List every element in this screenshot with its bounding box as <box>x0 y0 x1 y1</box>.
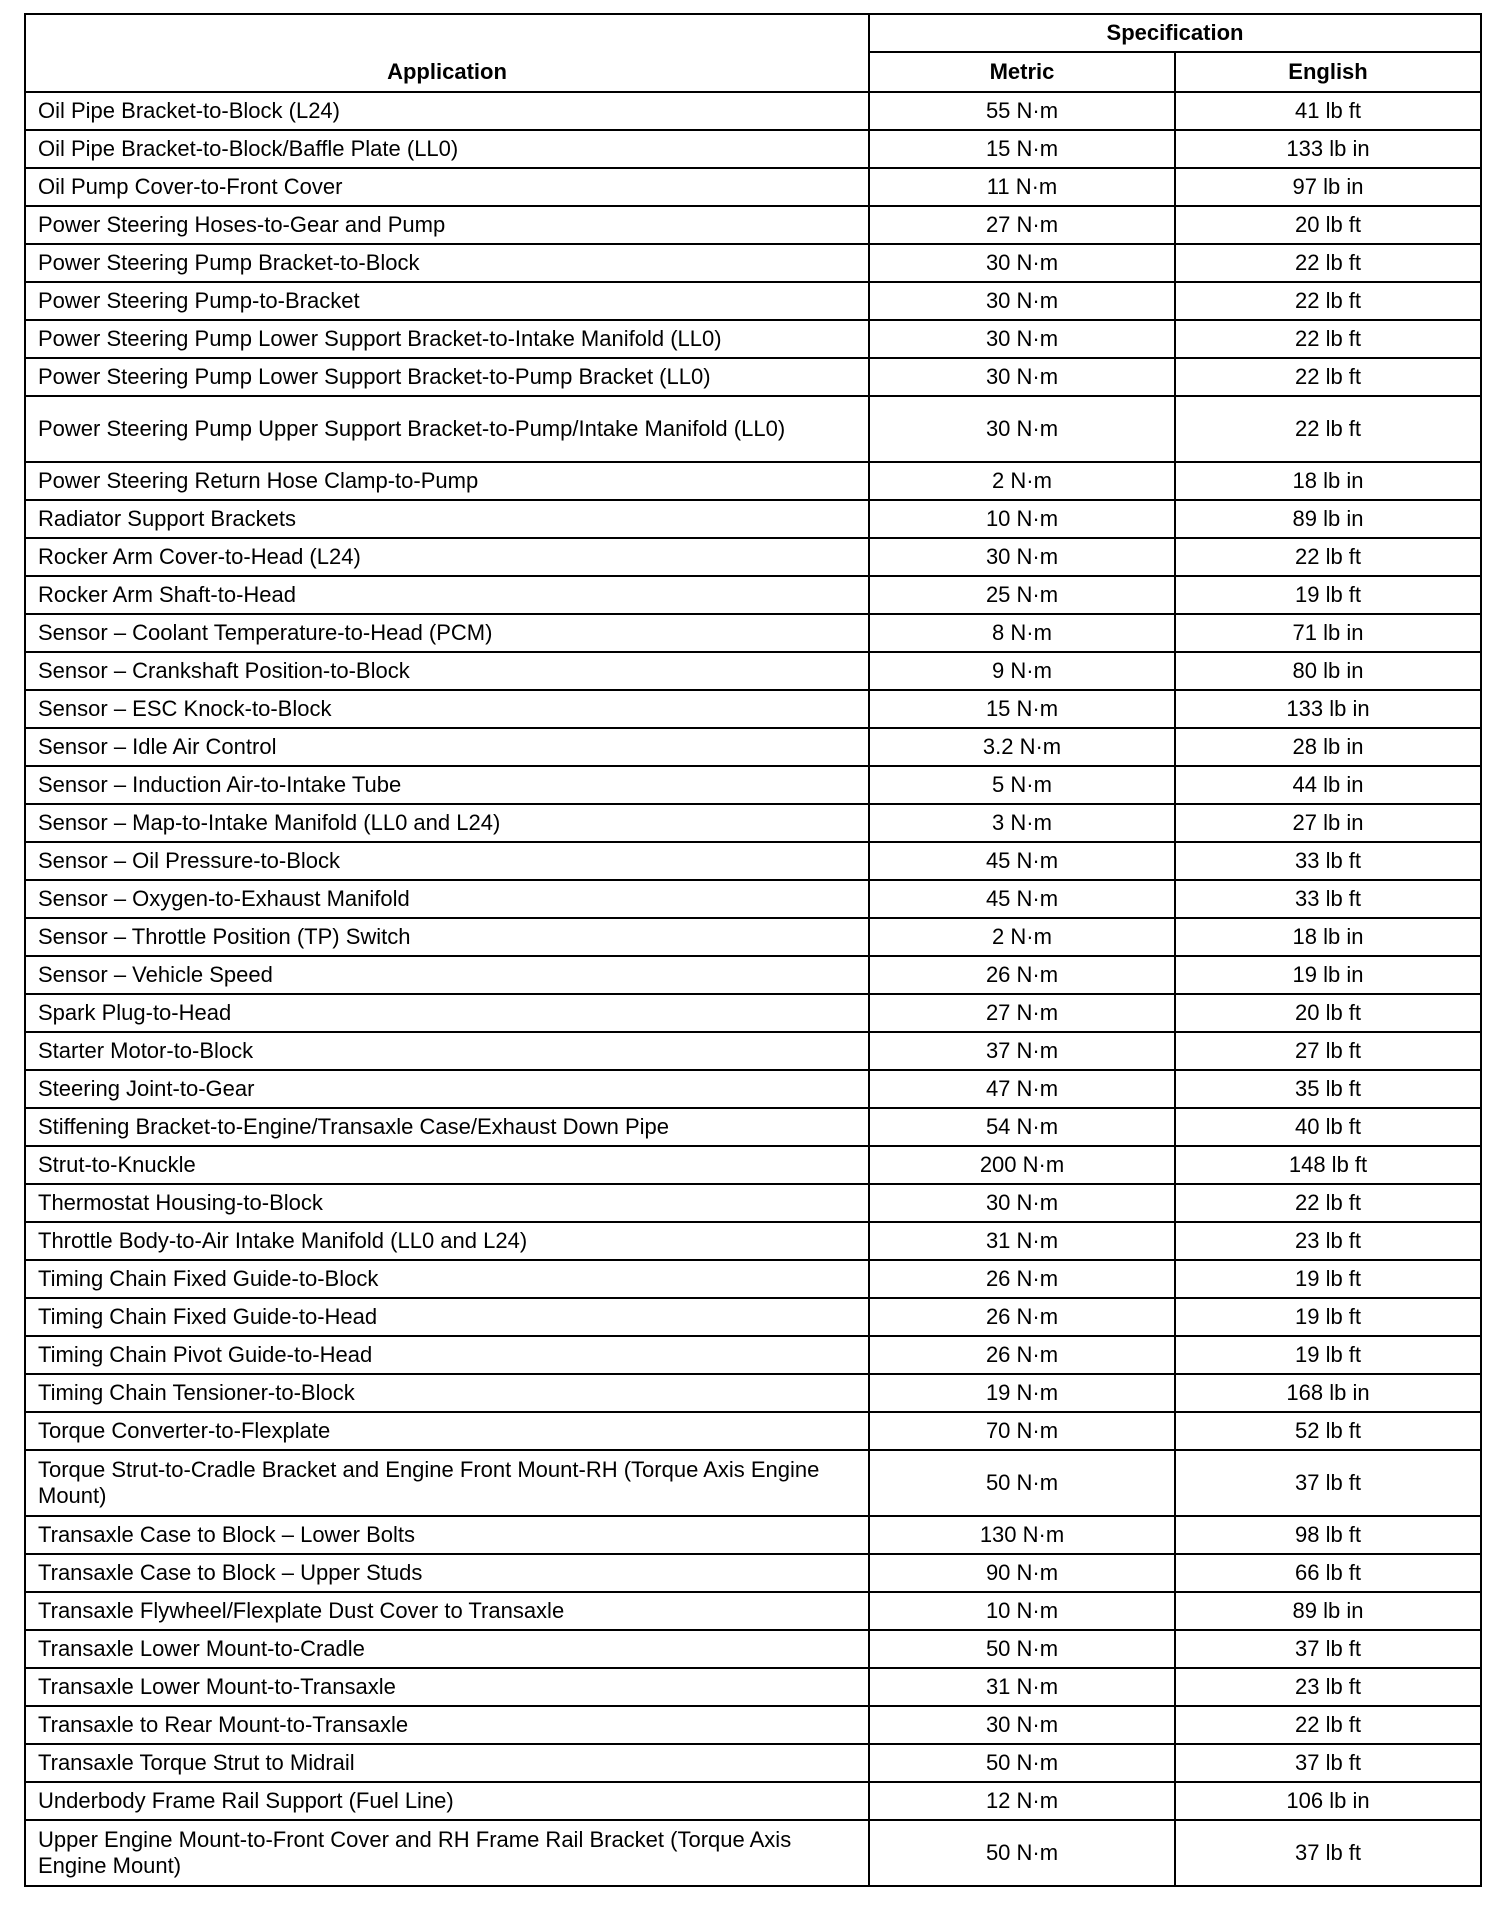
application-cell: Timing Chain Tensioner-to-Block <box>25 1374 869 1412</box>
table-row <box>25 956 1481 994</box>
english-cell: 52 lb ft <box>1175 1412 1481 1450</box>
header-application: Application <box>25 14 869 92</box>
english-cell: 27 lb in <box>1175 804 1481 842</box>
table-row <box>25 880 1481 918</box>
metric-cell: 15 N·m <box>869 690 1175 728</box>
english-cell: 98 lb ft <box>1175 1516 1481 1554</box>
torque-spec-table <box>24 13 1482 1887</box>
application-cell: Timing Chain Fixed Guide-to-Block <box>25 1260 869 1298</box>
application-cell: Oil Pump Cover-to-Front Cover <box>25 168 869 206</box>
metric-cell: 54 N·m <box>869 1108 1175 1146</box>
table-row <box>25 358 1481 396</box>
table-row <box>25 1592 1481 1630</box>
table-row <box>25 728 1481 766</box>
english-cell: 89 lb in <box>1175 500 1481 538</box>
application-cell: Stiffening Bracket-to-Engine/Transaxle Case/Exhaust Down Pipe <box>25 1108 869 1146</box>
table-row <box>25 1450 1481 1516</box>
application-cell: Power Steering Pump Lower Support Bracket-to-Pump Bracket (LL0) <box>25 358 869 396</box>
application-cell: Thermostat Housing-to-Block <box>25 1184 869 1222</box>
header-english: English <box>1175 52 1481 92</box>
metric-cell: 15 N·m <box>869 130 1175 168</box>
metric-cell: 50 N·m <box>869 1820 1175 1886</box>
metric-cell: 31 N·m <box>869 1222 1175 1260</box>
application-cell: Sensor – Throttle Position (TP) Switch <box>25 918 869 956</box>
english-cell: 19 lb ft <box>1175 1336 1481 1374</box>
metric-cell: 30 N·m <box>869 282 1175 320</box>
application-cell: Timing Chain Pivot Guide-to-Head <box>25 1336 869 1374</box>
table-row <box>25 1336 1481 1374</box>
english-cell: 35 lb ft <box>1175 1070 1481 1108</box>
metric-cell: 2 N·m <box>869 918 1175 956</box>
english-cell: 22 lb ft <box>1175 1184 1481 1222</box>
application-cell: Transaxle to Rear Mount-to-Transaxle <box>25 1706 869 1744</box>
table-row <box>25 462 1481 500</box>
english-cell: 23 lb ft <box>1175 1668 1481 1706</box>
metric-cell: 55 N·m <box>869 92 1175 130</box>
table-row <box>25 1260 1481 1298</box>
table-row <box>25 92 1481 130</box>
english-cell: 71 lb in <box>1175 614 1481 652</box>
metric-cell: 30 N·m <box>869 244 1175 282</box>
metric-cell: 200 N·m <box>869 1146 1175 1184</box>
application-cell: Steering Joint-to-Gear <box>25 1070 869 1108</box>
table-row <box>25 994 1481 1032</box>
application-cell: Sensor – Oxygen-to-Exhaust Manifold <box>25 880 869 918</box>
header-metric: Metric <box>869 52 1175 92</box>
metric-cell: 90 N·m <box>869 1554 1175 1592</box>
metric-cell: 5 N·m <box>869 766 1175 804</box>
table-row <box>25 804 1481 842</box>
english-cell: 22 lb ft <box>1175 282 1481 320</box>
metric-cell: 26 N·m <box>869 1260 1175 1298</box>
table-row <box>25 206 1481 244</box>
metric-cell: 3.2 N·m <box>869 728 1175 766</box>
metric-cell: 3 N·m <box>869 804 1175 842</box>
table-row <box>25 538 1481 576</box>
table-row <box>25 396 1481 462</box>
metric-cell: 45 N·m <box>869 880 1175 918</box>
table-row <box>25 282 1481 320</box>
table-row <box>25 168 1481 206</box>
application-cell: Sensor – ESC Knock-to-Block <box>25 690 869 728</box>
application-cell: Transaxle Case to Block – Lower Bolts <box>25 1516 869 1554</box>
english-cell: 37 lb ft <box>1175 1820 1481 1886</box>
application-cell: Sensor – Oil Pressure-to-Block <box>25 842 869 880</box>
table-row <box>25 1032 1481 1070</box>
english-cell: 33 lb ft <box>1175 880 1481 918</box>
metric-cell: 30 N·m <box>869 538 1175 576</box>
metric-cell: 50 N·m <box>869 1630 1175 1668</box>
english-cell: 37 lb ft <box>1175 1744 1481 1782</box>
metric-cell: 27 N·m <box>869 206 1175 244</box>
table-row <box>25 766 1481 804</box>
table-row <box>25 1630 1481 1668</box>
table-row <box>25 1668 1481 1706</box>
metric-cell: 70 N·m <box>869 1412 1175 1450</box>
table-row <box>25 842 1481 880</box>
table-row <box>25 1070 1481 1108</box>
english-cell: 41 lb ft <box>1175 92 1481 130</box>
english-cell: 23 lb ft <box>1175 1222 1481 1260</box>
application-cell: Underbody Frame Rail Support (Fuel Line) <box>25 1782 869 1820</box>
english-cell: 22 lb ft <box>1175 1706 1481 1744</box>
metric-cell: 30 N·m <box>869 1706 1175 1744</box>
english-cell: 22 lb ft <box>1175 538 1481 576</box>
metric-cell: 45 N·m <box>869 842 1175 880</box>
application-cell: Sensor – Map-to-Intake Manifold (LL0 and L24) <box>25 804 869 842</box>
application-cell: Throttle Body-to-Air Intake Manifold (LL0 and L24) <box>25 1222 869 1260</box>
english-cell: 66 lb ft <box>1175 1554 1481 1592</box>
metric-cell: 10 N·m <box>869 500 1175 538</box>
metric-cell: 130 N·m <box>869 1516 1175 1554</box>
english-cell: 37 lb ft <box>1175 1450 1481 1516</box>
english-cell: 133 lb in <box>1175 690 1481 728</box>
metric-cell: 10 N·m <box>869 1592 1175 1630</box>
metric-cell: 31 N·m <box>869 1668 1175 1706</box>
application-cell: Radiator Support Brackets <box>25 500 869 538</box>
english-cell: 44 lb in <box>1175 766 1481 804</box>
table-row <box>25 652 1481 690</box>
english-cell: 106 lb in <box>1175 1782 1481 1820</box>
application-cell: Oil Pipe Bracket-to-Block (L24) <box>25 92 869 130</box>
application-cell: Sensor – Induction Air-to-Intake Tube <box>25 766 869 804</box>
metric-cell: 26 N·m <box>869 1298 1175 1336</box>
english-cell: 18 lb in <box>1175 918 1481 956</box>
table-row <box>25 1744 1481 1782</box>
table-row <box>25 244 1481 282</box>
table-row <box>25 1412 1481 1450</box>
application-cell: Torque Converter-to-Flexplate <box>25 1412 869 1450</box>
english-cell: 22 lb ft <box>1175 358 1481 396</box>
table-row <box>25 1374 1481 1412</box>
table-row <box>25 1298 1481 1336</box>
application-cell: Spark Plug-to-Head <box>25 994 869 1032</box>
english-cell: 80 lb in <box>1175 652 1481 690</box>
metric-cell: 47 N·m <box>869 1070 1175 1108</box>
english-cell: 19 lb ft <box>1175 576 1481 614</box>
english-cell: 133 lb in <box>1175 130 1481 168</box>
application-cell: Rocker Arm Cover-to-Head (L24) <box>25 538 869 576</box>
metric-cell: 30 N·m <box>869 320 1175 358</box>
metric-cell: 12 N·m <box>869 1782 1175 1820</box>
table-row <box>25 1184 1481 1222</box>
english-cell: 22 lb ft <box>1175 396 1481 462</box>
english-cell: 20 lb ft <box>1175 206 1481 244</box>
table-row <box>25 1782 1481 1820</box>
metric-cell: 19 N·m <box>869 1374 1175 1412</box>
metric-cell: 26 N·m <box>869 1336 1175 1374</box>
english-cell: 19 lb ft <box>1175 1260 1481 1298</box>
english-cell: 148 lb ft <box>1175 1146 1481 1184</box>
application-cell: Transaxle Torque Strut to Midrail <box>25 1744 869 1782</box>
application-cell: Rocker Arm Shaft-to-Head <box>25 576 869 614</box>
application-cell: Strut-to-Knuckle <box>25 1146 869 1184</box>
table-row <box>25 1108 1481 1146</box>
application-cell: Sensor – Crankshaft Position-to-Block <box>25 652 869 690</box>
english-cell: 37 lb ft <box>1175 1630 1481 1668</box>
metric-cell: 50 N·m <box>869 1450 1175 1516</box>
application-cell: Oil Pipe Bracket-to-Block/Baffle Plate (LL0) <box>25 130 869 168</box>
english-cell: 168 lb in <box>1175 1374 1481 1412</box>
english-cell: 19 lb ft <box>1175 1298 1481 1336</box>
english-cell: 40 lb ft <box>1175 1108 1481 1146</box>
table-row <box>25 1820 1481 1886</box>
metric-cell: 8 N·m <box>869 614 1175 652</box>
english-cell: 22 lb ft <box>1175 244 1481 282</box>
metric-cell: 2 N·m <box>869 462 1175 500</box>
table-row <box>25 1222 1481 1260</box>
english-cell: 33 lb ft <box>1175 842 1481 880</box>
english-cell: 89 lb in <box>1175 1592 1481 1630</box>
metric-cell: 11 N·m <box>869 168 1175 206</box>
english-cell: 18 lb in <box>1175 462 1481 500</box>
application-cell: Torque Strut-to-Cradle Bracket and Engine Front Mount-RH (Torque Axis Engine Mount) <box>25 1450 869 1516</box>
english-cell: 19 lb in <box>1175 956 1481 994</box>
header-specification: Specification <box>869 14 1481 52</box>
application-cell: Power Steering Pump-to-Bracket <box>25 282 869 320</box>
metric-cell: 26 N·m <box>869 956 1175 994</box>
english-cell: 97 lb in <box>1175 168 1481 206</box>
metric-cell: 27 N·m <box>869 994 1175 1032</box>
metric-cell: 30 N·m <box>869 1184 1175 1222</box>
metric-cell: 9 N·m <box>869 652 1175 690</box>
application-cell: Transaxle Lower Mount-to-Transaxle <box>25 1668 869 1706</box>
english-cell: 28 lb in <box>1175 728 1481 766</box>
english-cell: 22 lb ft <box>1175 320 1481 358</box>
application-cell: Transaxle Lower Mount-to-Cradle <box>25 1630 869 1668</box>
application-cell: Power Steering Pump Bracket-to-Block <box>25 244 869 282</box>
table-row <box>25 614 1481 652</box>
table-row <box>25 1516 1481 1554</box>
metric-cell: 50 N·m <box>869 1744 1175 1782</box>
metric-cell: 30 N·m <box>869 396 1175 462</box>
application-cell: Transaxle Flywheel/Flexplate Dust Cover to Transaxle <box>25 1592 869 1630</box>
application-cell: Power Steering Return Hose Clamp-to-Pump <box>25 462 869 500</box>
table-body <box>25 92 1481 1886</box>
application-cell: Sensor – Idle Air Control <box>25 728 869 766</box>
application-cell: Transaxle Case to Block – Upper Studs <box>25 1554 869 1592</box>
metric-cell: 25 N·m <box>869 576 1175 614</box>
application-cell: Power Steering Pump Lower Support Bracket-to-Intake Manifold (LL0) <box>25 320 869 358</box>
english-cell: 20 lb ft <box>1175 994 1481 1032</box>
table-row <box>25 576 1481 614</box>
application-cell: Power Steering Pump Upper Support Bracket-to-Pump/Intake Manifold (LL0) <box>25 396 869 462</box>
application-cell: Upper Engine Mount-to-Front Cover and RH Frame Rail Bracket (Torque Axis Engine Mount) <box>25 1820 869 1886</box>
table-row <box>25 918 1481 956</box>
table-row <box>25 1554 1481 1592</box>
application-cell: Starter Motor-to-Block <box>25 1032 869 1070</box>
table-row <box>25 130 1481 168</box>
application-cell: Timing Chain Fixed Guide-to-Head <box>25 1298 869 1336</box>
table-row <box>25 500 1481 538</box>
application-cell: Power Steering Hoses-to-Gear and Pump <box>25 206 869 244</box>
table-row <box>25 690 1481 728</box>
metric-cell: 30 N·m <box>869 358 1175 396</box>
application-cell: Sensor – Vehicle Speed <box>25 956 869 994</box>
table-row <box>25 1706 1481 1744</box>
metric-cell: 37 N·m <box>869 1032 1175 1070</box>
table-row <box>25 320 1481 358</box>
application-cell: Sensor – Coolant Temperature-to-Head (PCM) <box>25 614 869 652</box>
english-cell: 27 lb ft <box>1175 1032 1481 1070</box>
table-row <box>25 1146 1481 1184</box>
